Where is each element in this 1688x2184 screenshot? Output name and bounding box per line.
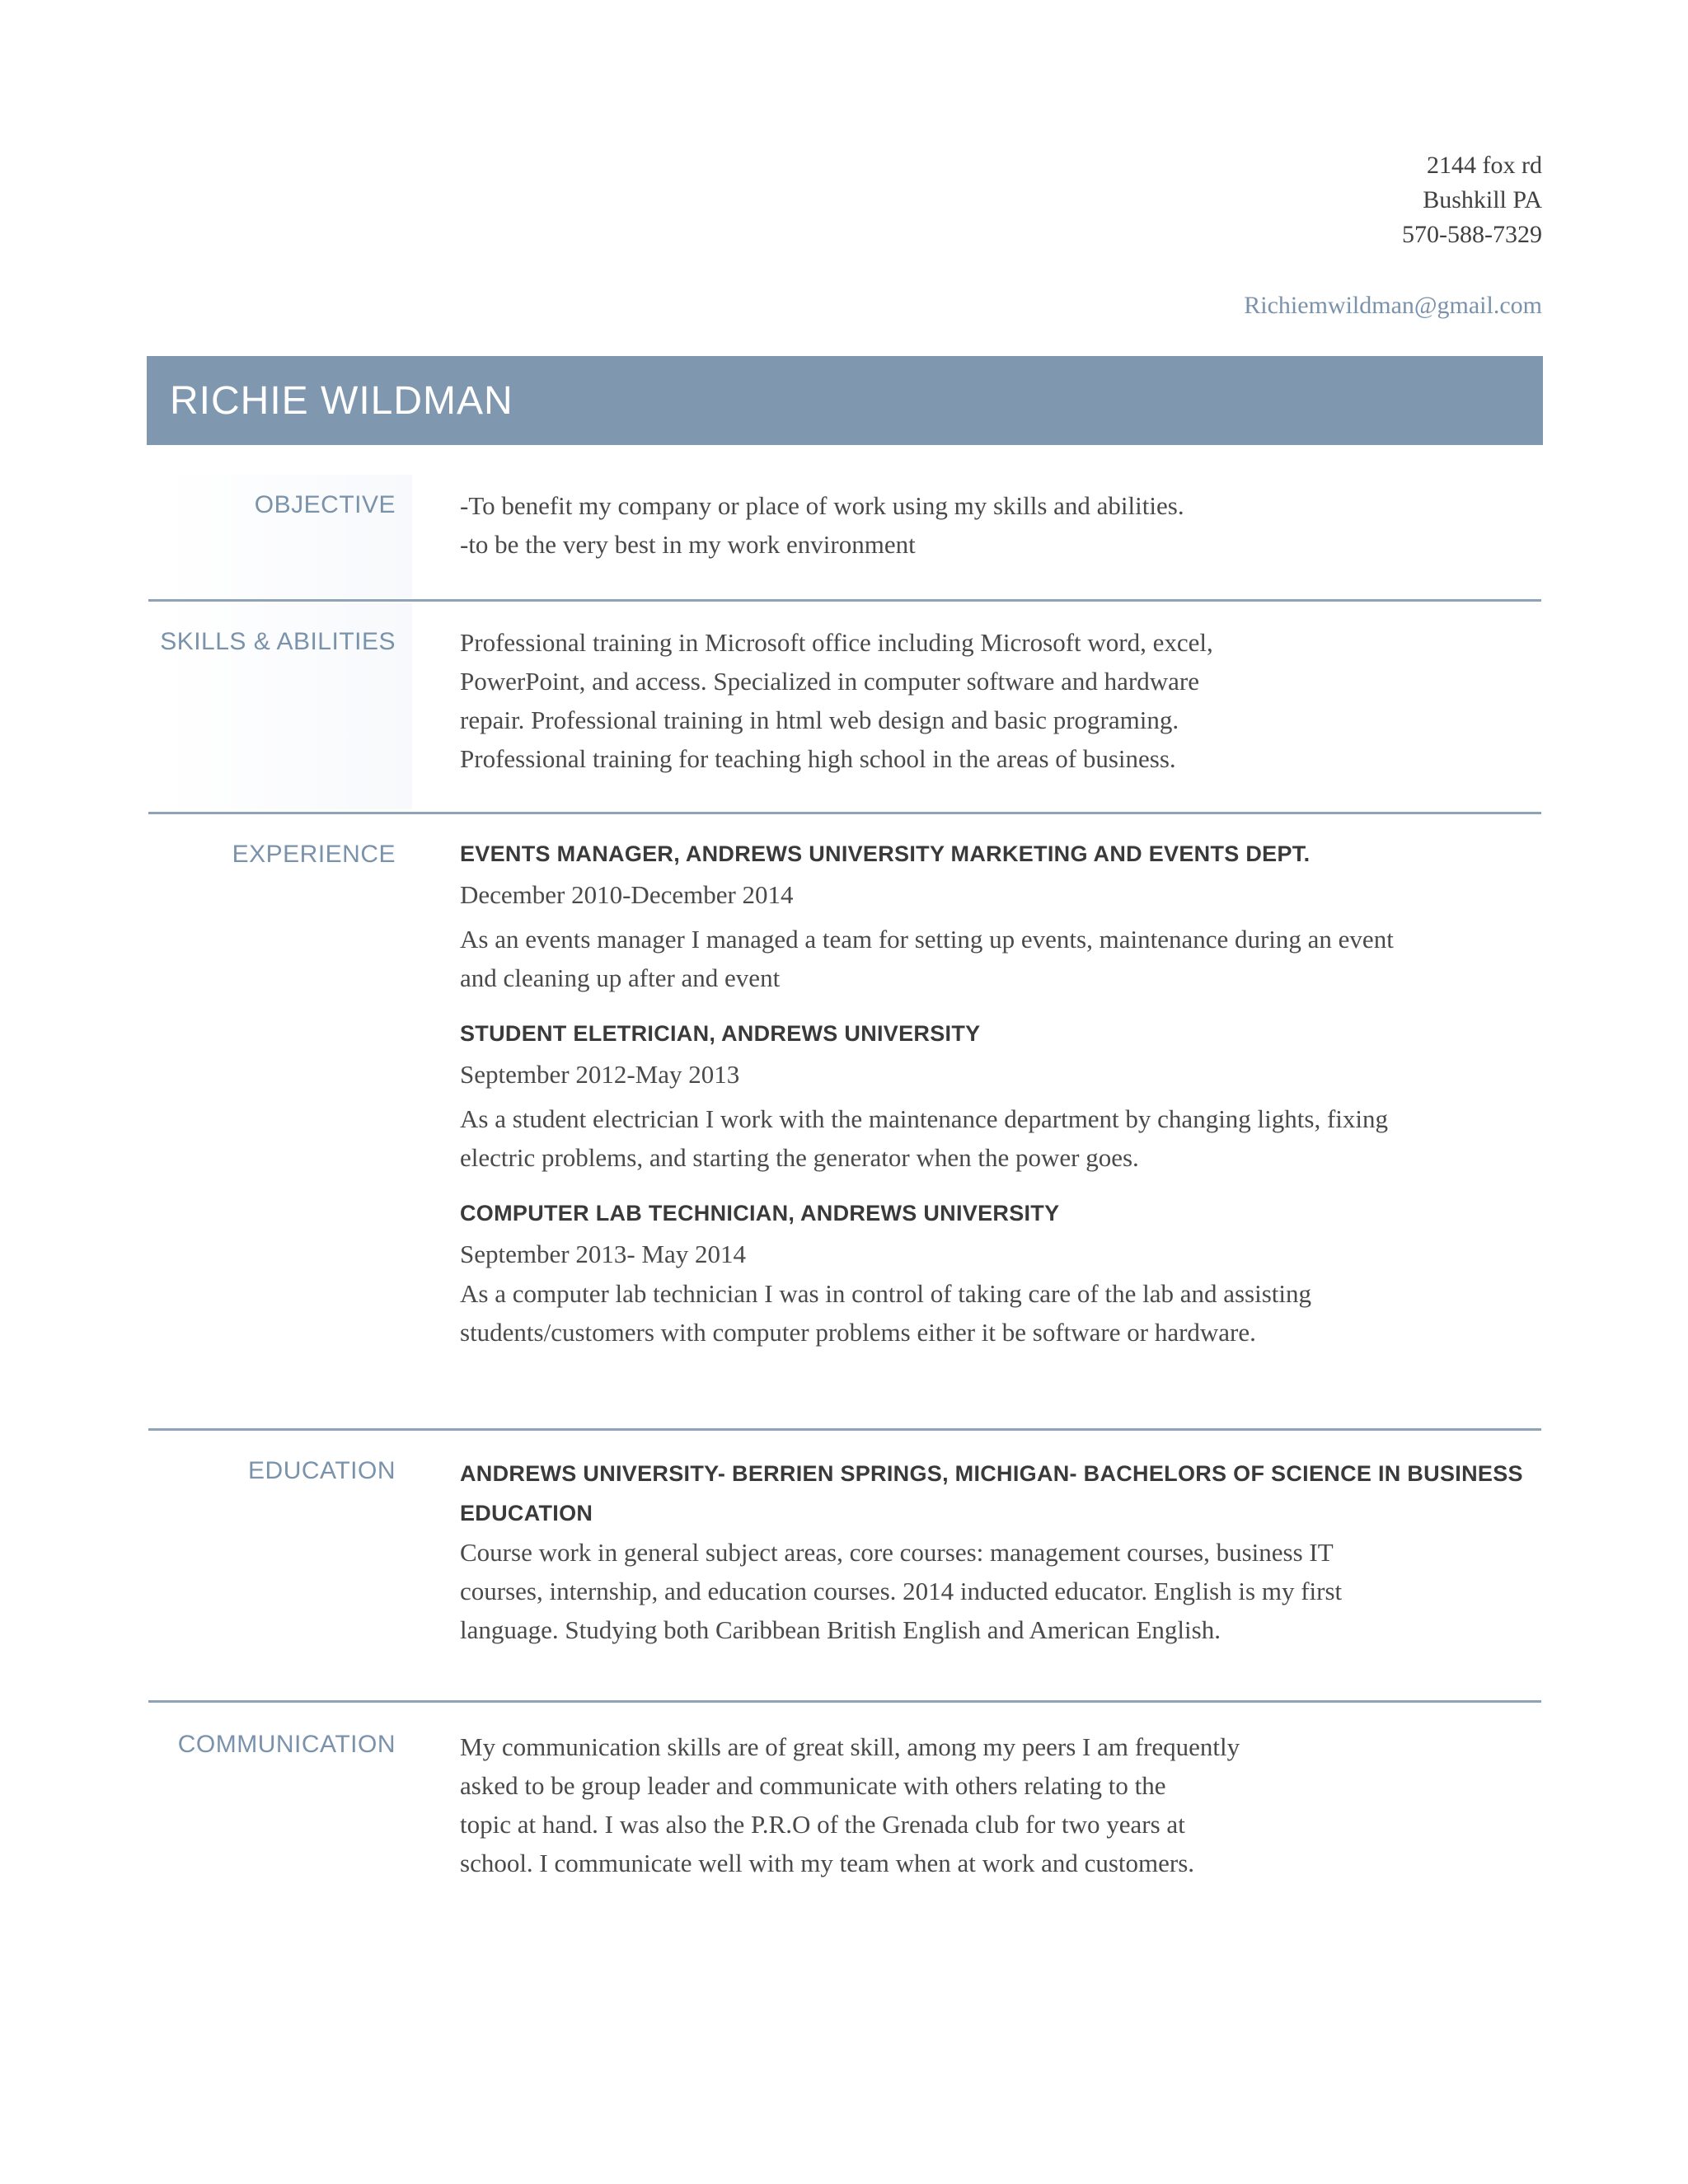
job-desc-line: students/customers with computer problems either it be software or hardware.: [460, 1318, 1256, 1347]
address-line-1: 2144 fox rd: [1427, 152, 1542, 179]
education-desc-line: Course work in general subject areas, core courses: management courses, business IT: [460, 1538, 1334, 1567]
communication-line: asked to be group leader and communicate with others relating to the: [460, 1771, 1166, 1800]
job-desc-line: As a computer lab technician I was in control of taking care of the lab and assisting: [460, 1279, 1312, 1308]
education-section: [148, 1457, 1541, 1688]
job-desc-line: As a student electrician I work with the maintenance department by changing lights, fixing: [460, 1104, 1389, 1133]
job-entry: [460, 834, 1541, 997]
degree-title-line: EDUCATION: [460, 1501, 593, 1526]
section-divider: [148, 599, 1541, 602]
education-description: [460, 1533, 1541, 1649]
skills-line: repair. Professional training in html web design and basic programing.: [460, 705, 1179, 734]
skills-content: [460, 623, 1541, 778]
email-link[interactable]: Richiemwildman@gmail.com: [1244, 292, 1542, 319]
section-divider: [148, 1428, 1541, 1431]
objective-content: [460, 486, 1541, 564]
job-desc-line: and cleaning up after and event: [460, 963, 781, 992]
job-dates: December 2010-December 2014: [460, 880, 794, 909]
section-divider: [148, 812, 1541, 814]
job-description: [460, 920, 1541, 997]
communication-label: COMMUNICATION: [177, 1731, 396, 1758]
degree-title-line: ANDREWS UNIVERSITY- BERRIEN SPRINGS, MICHIGAN- BACHELORS OF SCIENCE IN BUSINESS: [460, 1461, 1523, 1486]
skills-line: Professional training for teaching high school in the areas of business.: [460, 744, 1176, 773]
objective-line: -To benefit my company or place of work using my skills and abilities.: [460, 491, 1184, 520]
job-desc-line: electric problems, and starting the generator when the power goes.: [460, 1143, 1139, 1172]
job-entry: [460, 1193, 1541, 1352]
education-label: EDUCATION: [248, 1457, 396, 1484]
communication-line: school. I communicate well with my team when at work and customers.: [460, 1849, 1195, 1877]
job-description: [460, 1274, 1541, 1352]
experience-label: EXPERIENCE: [232, 841, 396, 868]
education-desc-line: courses, internship, and education courses. 2014 inducted educator. English is my first: [460, 1577, 1343, 1605]
job-description: [460, 1099, 1541, 1177]
contact-block: [1244, 148, 1542, 323]
education-content: [460, 1454, 1541, 1649]
communication-line: topic at hand. I was also the P.R.O of the Grenada club for two years at: [460, 1810, 1185, 1839]
phone-number: 570-588-7329: [1402, 221, 1542, 248]
experience-content: [460, 834, 1541, 1368]
experience-section: [148, 841, 1541, 1418]
communication-section: [148, 1731, 1541, 1920]
communication-line: My communication skills are of great skill, among my peers I am frequently: [460, 1732, 1240, 1761]
job-title: COMPUTER LAB TECHNICIAN, ANDREWS UNIVERSITY: [460, 1201, 1060, 1226]
objective-line: -to be the very best in my work environment: [460, 530, 916, 559]
job-title: EVENTS MANAGER, ANDREWS UNIVERSITY MARKETING AND EVENTS DEPT.: [460, 841, 1311, 866]
address-line-2: Bushkill PA: [1423, 186, 1542, 213]
section-divider: [148, 1700, 1541, 1703]
objective-label: OBJECTIVE: [254, 491, 396, 518]
name-banner: [147, 356, 1543, 445]
communication-content: [460, 1727, 1541, 1882]
job-title: STUDENT ELETRICIAN, ANDREWS UNIVERSITY: [460, 1021, 981, 1046]
resume-name: RICHIE WILDMAN: [170, 378, 513, 423]
job-entry: [460, 1014, 1541, 1177]
objective-section: [148, 491, 1541, 598]
job-dates: September 2012-May 2013: [460, 1060, 740, 1089]
skills-label: SKILLS & ABILITIES: [160, 628, 396, 655]
skills-line: Professional training in Microsoft office including Microsoft word, excel,: [460, 628, 1213, 657]
job-desc-line: As an events manager I managed a team for setting up events, maintenance during an event: [460, 925, 1394, 954]
job-dates: September 2013- May 2014: [460, 1240, 746, 1268]
skills-line: PowerPoint, and access. Specialized in computer software and hardware: [460, 667, 1199, 696]
skills-section: [148, 628, 1541, 809]
education-desc-line: language. Studying both Caribbean British English and American English.: [460, 1615, 1221, 1644]
